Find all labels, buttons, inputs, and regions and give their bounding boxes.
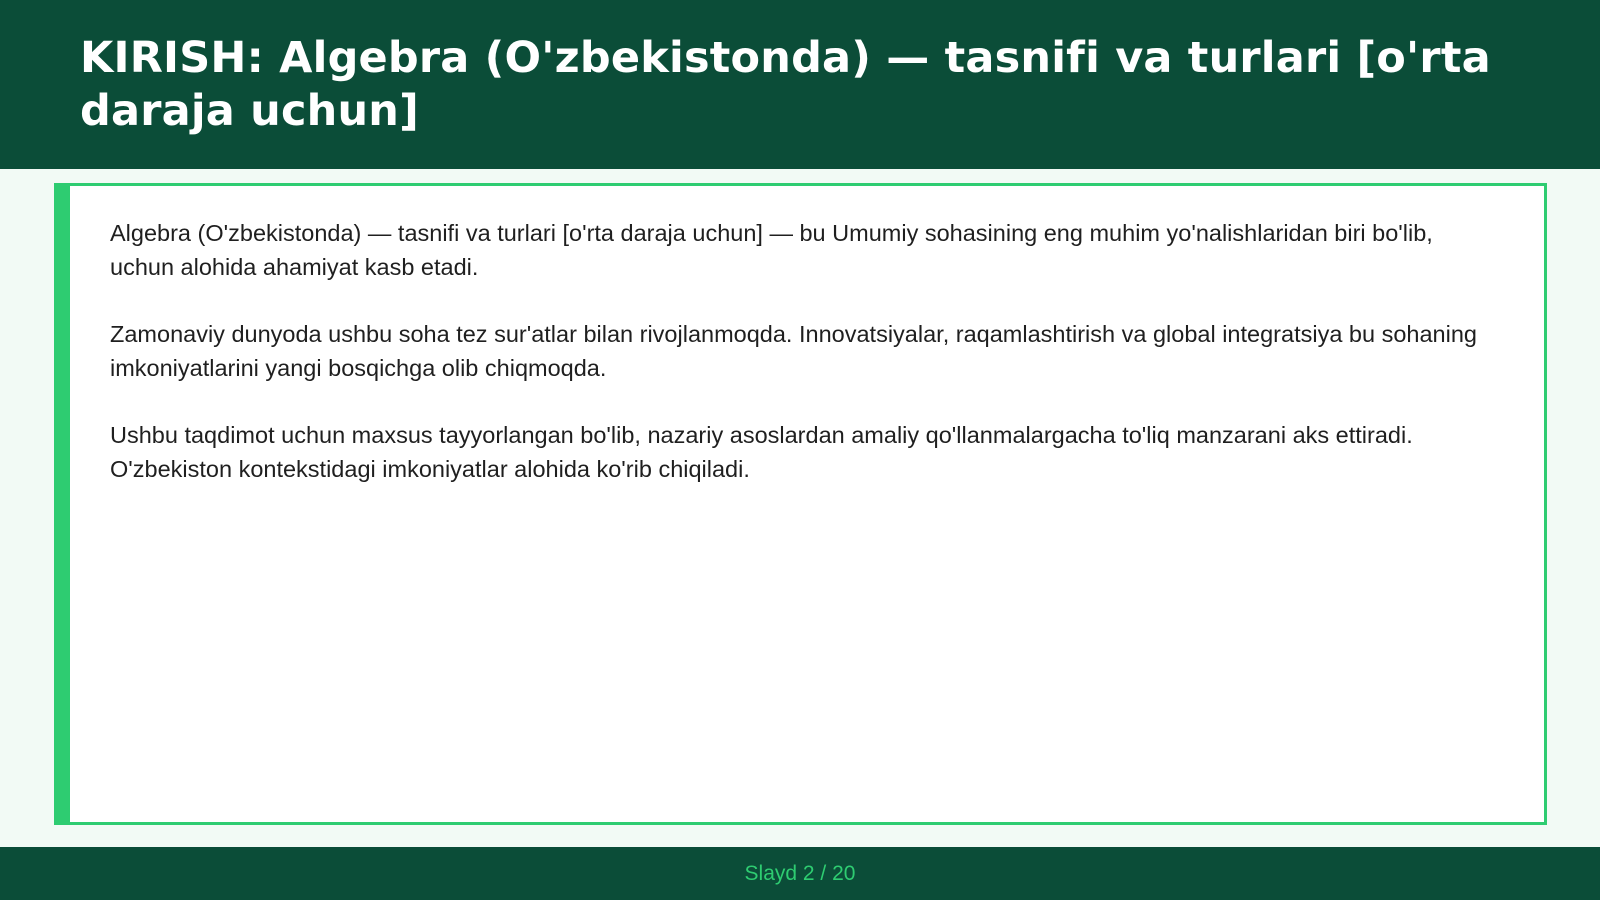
slide-title: KIRISH: Algebra (O'zbekistonda) — tasnifi va turlari [o'rta daraja uchun] — [80, 33, 1491, 136]
modern-world-paragraph: Zamonaviy dunyoda ushbu soha tez sur'atlar bilan rivojlanmoqda. Innovatsiyalar, raqamlashtirish va global integratsiya bu sohaning imkoniyatlarini yangi bosqichga olib chiqmoqda. — [110, 321, 1477, 381]
slide-counter: Slayd 2 / 20 — [744, 862, 856, 885]
presentation-purpose-paragraph: Ushbu taqdimot uchun maxsus tayyorlangan bo'lib, nazariy asoslardan amaliy qo'llanmalargacha to'liq manzarani aks ettiradi. O'zbekiston kontekstidagi imkoniyatlar alohida ko'rib chiqiladi. — [110, 422, 1413, 482]
intro-paragraph: Algebra (O'zbekistonda) — tasnifi va turlari [o'rta daraja uchun] — bu Umumiy sohasining eng muhim yo'nalishlaridan biri bo'lib, uchun alohida ahamiyat kasb etadi. — [110, 220, 1433, 280]
slide-header — [0, 0, 1600, 169]
slide-footer — [0, 847, 1600, 900]
content-card — [54, 183, 1547, 825]
